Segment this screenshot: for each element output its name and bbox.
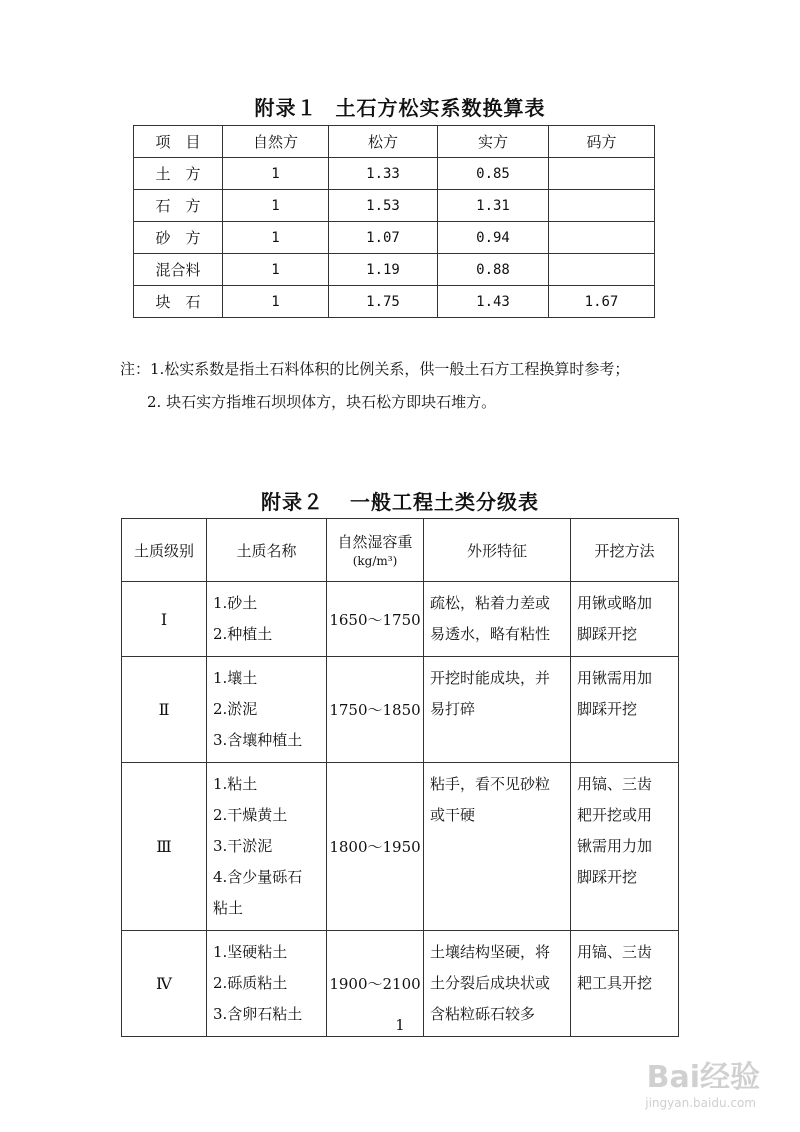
grade-cell: Ⅲ	[122, 763, 207, 931]
table-cell	[549, 158, 655, 190]
table-cell: 1.53	[329, 190, 438, 222]
list-item: 2.种植土	[213, 625, 273, 643]
soil-classification-table	[121, 518, 679, 1037]
appendix1-title-text: 土石方松实系数换算表	[335, 96, 546, 120]
list-item: 2.砾质粘土	[213, 974, 288, 992]
table-header-row	[134, 126, 655, 158]
table-cell: 砂 方	[134, 222, 223, 254]
list-item: 3.含壤种植土	[213, 731, 303, 749]
text-line: 脚踩开挖	[577, 700, 638, 718]
method-cell	[571, 582, 679, 657]
method-cell	[571, 763, 679, 931]
table-row	[122, 657, 679, 763]
header-cell: 开挖方法	[571, 519, 679, 582]
text-line: 开挖时能成块，并	[430, 669, 551, 687]
table-cell	[549, 190, 655, 222]
soil-name-cell	[207, 582, 327, 657]
list-item: 1.壤土	[213, 669, 258, 687]
table-cell: 1.19	[329, 254, 438, 286]
page-number: 1	[395, 1016, 405, 1034]
text-line: 耙工具开挖	[577, 974, 653, 992]
table-cell: 块 石	[134, 286, 223, 318]
table-row	[122, 763, 679, 931]
features-cell	[424, 657, 571, 763]
appendix2-title-text: 一般工程土类分级表	[350, 490, 539, 514]
list-item: 3.干淤泥	[213, 837, 273, 855]
appendix2-title	[0, 486, 800, 515]
table-cell: 0.94	[438, 222, 549, 254]
text-line: 用镐、三齿	[577, 943, 653, 961]
baidu-jingyan-watermark-logo	[647, 1052, 760, 1096]
table-row	[134, 158, 655, 190]
appendix1-title	[0, 92, 800, 121]
header-cell: 实方	[438, 126, 549, 158]
soil-name-cell	[207, 763, 327, 931]
table-cell: 石 方	[134, 190, 223, 222]
table-cell: 1	[223, 158, 329, 190]
list-item: 2.淤泥	[213, 700, 258, 718]
header-cell: 外形特征	[424, 519, 571, 582]
text-line: 粘手，看不见砂粒	[430, 775, 551, 793]
table-cell: 混合料	[134, 254, 223, 286]
text-line: 土壤结构坚硬，将	[430, 943, 551, 961]
text-line: 锹需用力加	[577, 837, 653, 855]
header-cell: 松方	[329, 126, 438, 158]
table-header-row	[122, 519, 679, 582]
text-line: 易透水，略有粘性	[430, 625, 551, 643]
text-line: 含粘粒砾石较多	[430, 1005, 536, 1023]
text-line: 用锹需用加	[577, 669, 653, 687]
conversion-table	[133, 125, 655, 318]
table-cell: 1	[223, 190, 329, 222]
appendix1-title-label: 附录１	[254, 96, 318, 120]
watermark-logo-text: Bai经验	[646, 1060, 760, 1095]
header-cell	[327, 519, 424, 582]
list-item: 3.含卵石粘土	[213, 1005, 303, 1023]
table-cell: 1	[223, 254, 329, 286]
header-cell: 自然方	[223, 126, 329, 158]
header-cell: 土质级别	[122, 519, 207, 582]
table-cell: 0.85	[438, 158, 549, 190]
text-line: 疏松，粘着力差或	[430, 594, 551, 612]
density-unit-label: (kg/m³)	[352, 553, 398, 568]
soil-name-cell	[207, 657, 327, 763]
table-cell: 1.31	[438, 190, 549, 222]
method-cell	[571, 657, 679, 763]
table-row	[134, 254, 655, 286]
text-line: 耙开挖或用	[577, 806, 653, 824]
list-item: 1.粘土	[213, 775, 258, 793]
grade-cell: Ⅰ	[122, 582, 207, 657]
density-header-label: 自然湿容重	[337, 532, 413, 551]
appendix2-title-label: 附录２	[261, 490, 324, 514]
table-cell: 1	[223, 286, 329, 318]
list-item: 1.砂土	[213, 594, 258, 612]
table-cell: 1	[223, 222, 329, 254]
header-cell: 土质名称	[207, 519, 327, 582]
text-line: 脚踩开挖	[577, 625, 638, 643]
header-cell: 码方	[549, 126, 655, 158]
list-item: 粘土	[213, 899, 244, 917]
table-cell: 0.88	[438, 254, 549, 286]
table-cell	[549, 254, 655, 286]
header-cell: 项 目	[134, 126, 223, 158]
density-cell: 1900～2100	[327, 931, 424, 1037]
table-cell: 1.07	[329, 222, 438, 254]
text-line: 或干硬	[430, 806, 476, 824]
density-cell: 1800～1950	[327, 763, 424, 931]
table-cell	[549, 222, 655, 254]
grade-cell: Ⅳ	[122, 931, 207, 1037]
table-row	[134, 286, 655, 318]
table-row	[122, 582, 679, 657]
text-line: 脚踩开挖	[577, 868, 638, 886]
grade-cell: Ⅱ	[122, 657, 207, 763]
text-line: 土分裂后成块状或	[430, 974, 551, 992]
note-line-2: 2. 块石实方指堆石坝坝体方，块石松方即块石堆方。	[147, 393, 497, 411]
table-cell: 1.75	[329, 286, 438, 318]
watermark-url: jingyan.baidu.com	[645, 1096, 756, 1110]
features-cell	[424, 582, 571, 657]
text-line: 用锹或略加	[577, 594, 653, 612]
list-item: 4.含少量砾石	[213, 868, 303, 886]
density-cell: 1750～1850	[327, 657, 424, 763]
text-line: 易打碎	[430, 700, 476, 718]
table-row	[134, 222, 655, 254]
list-item: 1.坚硬粘土	[213, 943, 288, 961]
table-row	[134, 190, 655, 222]
list-item: 2.干燥黄土	[213, 806, 288, 824]
table-cell: 土 方	[134, 158, 223, 190]
features-cell	[424, 763, 571, 931]
table-cell: 1.33	[329, 158, 438, 190]
text-line: 用镐、三齿	[577, 775, 653, 793]
note-line-1: 注：1.松实系数是指土石料体积的比例关系，供一般土石方工程换算时参考；	[120, 360, 630, 378]
density-cell: 1650～1750	[327, 582, 424, 657]
table-cell: 1.43	[438, 286, 549, 318]
table-cell: 1.67	[549, 286, 655, 318]
